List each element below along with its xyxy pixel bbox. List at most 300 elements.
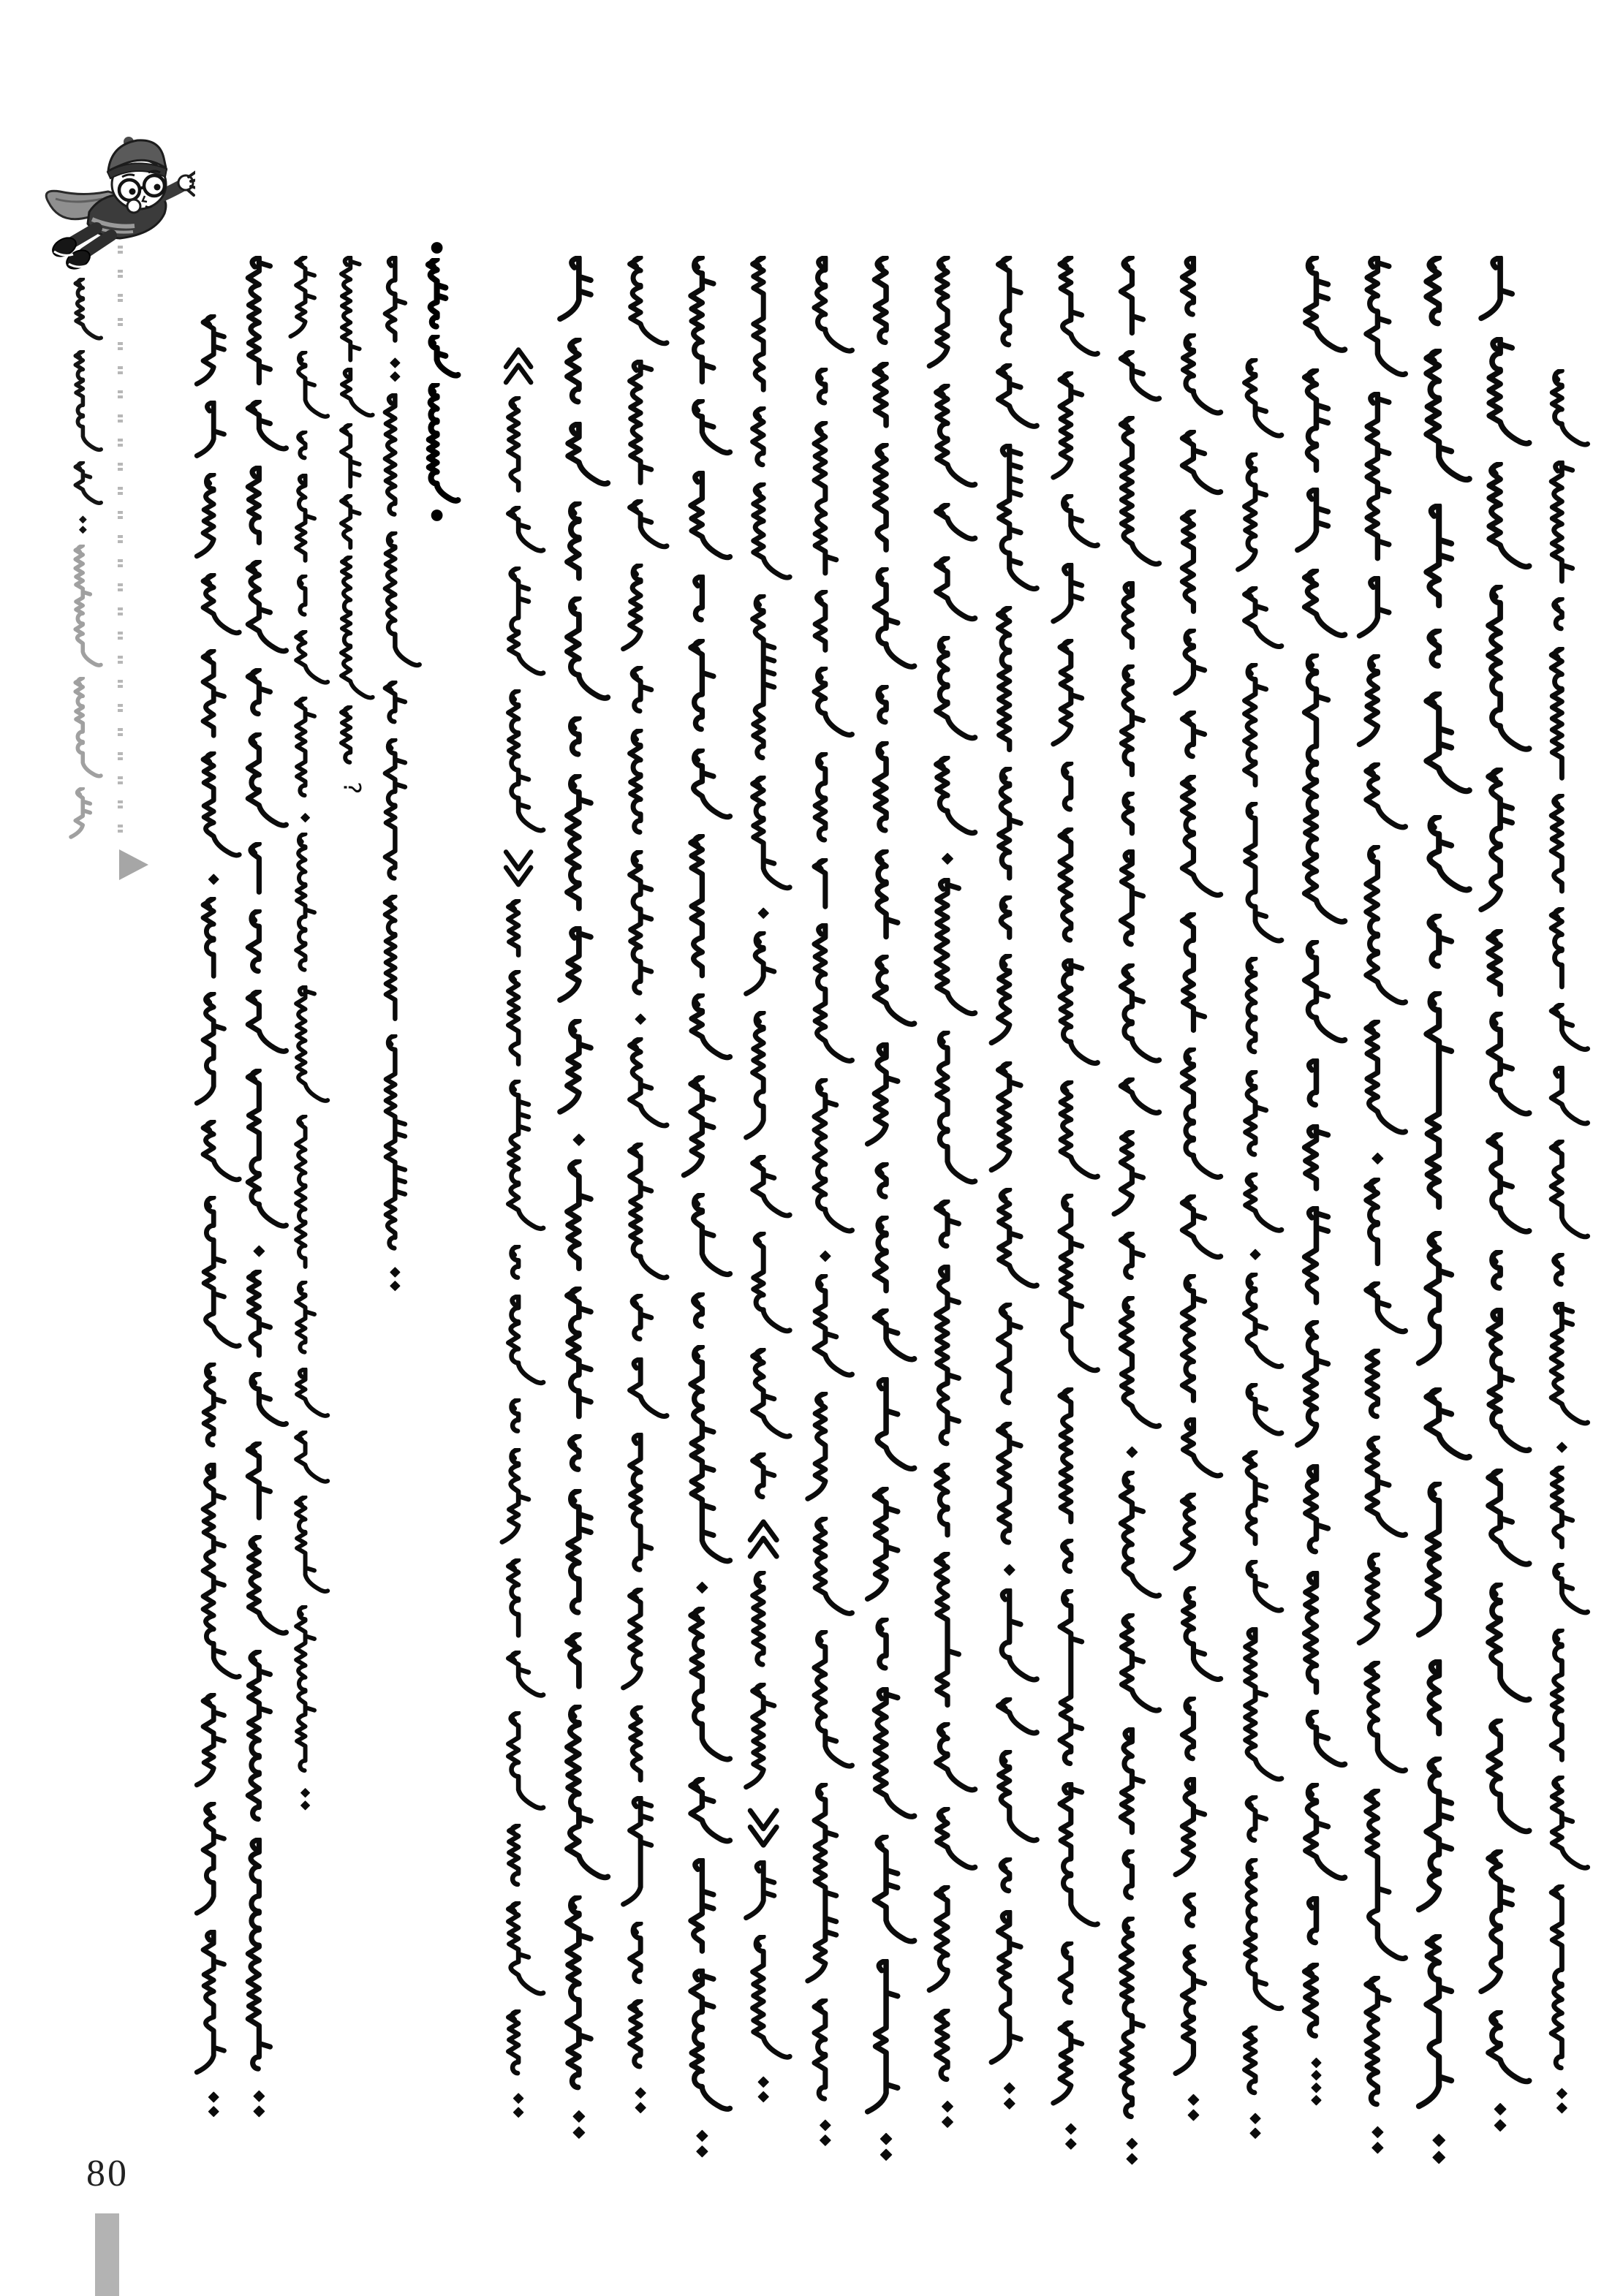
mongol-word-glyph [1103, 1444, 1166, 1460]
chapter-label-gray [64, 545, 105, 842]
mongol-word-glyph [548, 1434, 615, 1478]
mongol-word-glyph [1469, 2010, 1537, 2089]
mongol-word-glyph [1165, 1194, 1227, 1264]
mongol-word-glyph [1227, 2026, 1288, 2101]
mongol-word-glyph [735, 1804, 796, 1850]
mongol-word-glyph [797, 1274, 859, 1382]
mongol-word-glyph [613, 1143, 673, 1284]
mongol-word-glyph [980, 1561, 1044, 1578]
mongol-word-glyph [492, 2009, 550, 2081]
mongol-word-glyph [548, 1159, 615, 1276]
mongol-word-glyph [797, 256, 859, 357]
mongol-word-glyph [1469, 1469, 1537, 1572]
mongol-word-glyph [369, 355, 425, 384]
mongol-word-glyph [735, 905, 796, 921]
mongol-word-glyph [1469, 929, 1537, 1001]
mongol-word-glyph [281, 1496, 333, 1597]
mongol-word-glyph [1469, 1308, 1537, 1458]
mongol-word-glyph [735, 1515, 796, 1561]
mongol-word-glyph [735, 406, 796, 473]
mongol-word-glyph [735, 594, 796, 766]
mongol-word-glyph [797, 667, 859, 742]
mongol-word-glyph [1103, 1849, 1166, 1906]
mongol-word-glyph [1043, 494, 1104, 553]
mongol-word-glyph [735, 1155, 796, 1222]
mongol-word-glyph [856, 1835, 921, 1949]
mongol-word-glyph [1286, 1464, 1352, 1561]
mongol-word-glyph [1286, 1058, 1352, 1114]
mongol-word-glyph [1227, 1627, 1288, 1786]
mongol-word-glyph [856, 955, 921, 1031]
main-text-column [1227, 358, 1288, 2142]
mongol-word-glyph [1165, 1944, 1227, 2081]
mongol-word-glyph [492, 1711, 550, 1814]
mongol-word-glyph [980, 1188, 1044, 1293]
mongol-word-glyph [1103, 792, 1166, 840]
mongol-word-glyph [1535, 794, 1594, 898]
main-text-column [548, 256, 615, 2142]
mongol-word-glyph [613, 2085, 673, 2116]
mascot-illustration [38, 126, 195, 272]
mongol-word-glyph [1043, 1589, 1104, 1772]
mongol-word-glyph [673, 399, 737, 460]
mongol-word-glyph [613, 1922, 673, 1990]
mongol-word-glyph [735, 256, 796, 396]
mongol-word-glyph [1165, 2091, 1227, 2123]
main-text-column [613, 256, 673, 2116]
mongol-word-glyph [1103, 581, 1166, 654]
mongol-word-glyph [492, 970, 550, 1070]
mongol-word-glyph [1286, 256, 1352, 357]
mongol-word-glyph [673, 1579, 737, 1596]
mongol-word-glyph [918, 2098, 982, 2131]
mongol-word-glyph [1407, 991, 1477, 1215]
mongol-word-glyph [918, 1031, 982, 1189]
mongol-word-glyph [613, 1999, 673, 2075]
mongol-word-glyph [980, 1588, 1044, 1686]
mongol-word-glyph [1286, 1124, 1352, 1196]
mongol-word-glyph [1227, 1795, 1288, 1849]
mongol-word-glyph [1469, 1250, 1537, 1297]
mongol-word-glyph [1165, 256, 1227, 323]
mongol-word-glyph [1165, 775, 1227, 902]
mongol-word-glyph [64, 787, 105, 842]
mongol-word-glyph [1165, 333, 1227, 420]
mongol-word-glyph [797, 421, 859, 580]
mongol-word-glyph [1469, 1012, 1537, 1121]
mongol-word-glyph [64, 461, 105, 508]
main-text-column [1407, 256, 1477, 2167]
mongol-word-glyph [797, 1630, 859, 1773]
mongol-word-glyph [492, 567, 550, 680]
mongol-word-glyph [797, 1998, 859, 2107]
mongol-word-glyph [548, 1489, 615, 1621]
mongol-word-glyph [1227, 2110, 1288, 2142]
mongol-word-glyph [735, 1452, 796, 1505]
mongol-word-glyph [1535, 907, 1594, 993]
mongol-word-glyph [1348, 1553, 1412, 1651]
mongol-word-glyph [735, 1232, 796, 1338]
mongol-word-glyph [1286, 653, 1352, 929]
mongol-word-glyph [548, 501, 615, 586]
mongol-word-glyph [64, 677, 105, 781]
mongol-word-glyph [1535, 1884, 1594, 2076]
mongol-word-glyph [1469, 1132, 1537, 1239]
mongol-word-glyph [1535, 1439, 1594, 1455]
mongol-word-glyph [1348, 845, 1412, 1009]
mongol-word-glyph [492, 1295, 550, 1390]
mongol-word-glyph [1469, 1719, 1537, 1839]
main-text-column [1043, 256, 1104, 2153]
mongol-word-glyph [281, 1115, 333, 1273]
main-text-column [1165, 256, 1227, 2123]
mongol-word-glyph [856, 1487, 921, 1607]
mongol-word-glyph [281, 1431, 333, 1488]
mongol-word-glyph [797, 1248, 859, 1265]
mongol-word-glyph [1165, 1047, 1227, 1184]
mongol-word-glyph [1469, 256, 1537, 327]
mongol-word-glyph [613, 564, 673, 656]
mongol-word-glyph [797, 2117, 859, 2148]
mongol-word-glyph [548, 716, 615, 763]
mongol-word-glyph [548, 2107, 615, 2142]
mongol-word-glyph [1348, 762, 1412, 834]
mongol-word-glyph [797, 1392, 859, 1507]
mongol-word-glyph [1227, 1246, 1288, 1262]
mongol-word-glyph [548, 1019, 615, 1120]
question-column [281, 256, 333, 1813]
mongol-word-glyph [980, 1910, 1044, 2070]
mongol-word-glyph [369, 681, 425, 730]
mongol-word-glyph [1469, 768, 1537, 917]
mongol-word-glyph [1165, 711, 1227, 765]
mongol-word-glyph [1165, 629, 1227, 701]
mongol-word-glyph [673, 1969, 737, 2116]
mongol-word-glyph [281, 1368, 333, 1422]
mongol-word-glyph [548, 1705, 615, 1885]
mongol-word-glyph [918, 1722, 982, 1797]
main-text-column [735, 256, 796, 2105]
mongol-word-glyph [797, 590, 859, 656]
mongol-word-glyph [1286, 1320, 1352, 1453]
mongol-word-glyph [797, 368, 859, 411]
mongol-word-glyph [1535, 1253, 1594, 1292]
mongol-word-glyph [1103, 963, 1166, 1068]
mongol-word-glyph [918, 556, 982, 626]
mongol-word-glyph [1535, 1776, 1594, 1874]
mongol-word-glyph [1103, 1077, 1166, 1120]
mongol-word-glyph [1407, 349, 1477, 488]
mongol-word-glyph [1165, 912, 1227, 1037]
mongol-word-glyph [1348, 1349, 1412, 1425]
mongol-word-glyph [1165, 1893, 1227, 1934]
mongol-word-glyph [1227, 1383, 1288, 1440]
mongol-word-glyph [918, 878, 982, 1020]
mongol-word-glyph [1535, 1003, 1594, 1056]
mongol-word-glyph [613, 1357, 673, 1423]
mongol-word-glyph [980, 1061, 1044, 1178]
mongol-word-glyph [1286, 2055, 1352, 2108]
mongol-word-glyph [797, 1517, 859, 1621]
mongol-word-glyph [1535, 1629, 1594, 1766]
mongol-word-glyph [1227, 452, 1288, 577]
mongol-word-glyph [369, 1265, 425, 1294]
mongol-word-glyph [980, 895, 1044, 944]
mongol-word-glyph [1043, 762, 1104, 817]
main-text-column [918, 256, 982, 2131]
mongol-word-glyph [64, 278, 105, 343]
mongol-word-glyph [918, 1265, 982, 1452]
mongol-word-glyph [613, 1796, 673, 1912]
mongol-word-glyph [548, 1131, 615, 1149]
mongol-word-glyph [1469, 2100, 1537, 2134]
mongol-word-glyph [1535, 597, 1594, 637]
mongol-word-glyph [856, 1042, 921, 1152]
mongol-word-glyph [1165, 1274, 1227, 1407]
mongol-word-glyph [1103, 1296, 1166, 1433]
mongol-word-glyph [281, 1605, 333, 1778]
mongol-word-glyph [1043, 827, 1104, 949]
mongol-word-glyph [1469, 337, 1537, 451]
mongol-word-glyph [1227, 1273, 1288, 1374]
mongol-word-glyph [1043, 1539, 1104, 1580]
mongol-word-glyph [735, 1348, 796, 1443]
mongol-word-glyph [735, 1011, 796, 1145]
mongol-word-glyph [980, 256, 1044, 353]
mongol-word-glyph [613, 1433, 673, 1578]
mongol-word-glyph [1348, 1436, 1412, 1542]
mongol-word-glyph [980, 363, 1044, 433]
mongol-word-glyph [856, 1377, 921, 1476]
mongol-word-glyph [673, 993, 737, 1064]
mongol-word-glyph [856, 849, 921, 944]
main-text-column [1535, 369, 1594, 2116]
mongol-word-glyph [1103, 849, 1166, 952]
mongol-word-glyph [1165, 1586, 1227, 1686]
mongol-word-glyph [735, 1860, 796, 1925]
mongol-word-glyph [673, 1193, 737, 1281]
mongol-word-glyph [281, 431, 333, 465]
mongol-word-glyph [1286, 1963, 1352, 2045]
mongol-word-glyph [613, 1011, 673, 1027]
mongol-word-glyph [1348, 654, 1412, 752]
mongol-word-glyph [1535, 1302, 1594, 1430]
mongol-word-glyph [492, 506, 550, 557]
mongol-word-glyph [1348, 1150, 1412, 1167]
mongol-word-glyph [492, 1558, 550, 1642]
mongol-word-glyph [673, 575, 737, 629]
mongol-word-glyph [492, 2091, 550, 2120]
chin-hand [127, 200, 140, 213]
mongol-word-glyph [1469, 585, 1537, 757]
mongol-word-glyph [281, 1281, 333, 1359]
mongol-word-glyph [1407, 1231, 1477, 1371]
mongol-word-glyph [1103, 1613, 1166, 1718]
mongol-word-glyph [281, 1786, 333, 1812]
mongol-word-glyph [1043, 2020, 1104, 2110]
mongol-word-glyph [1535, 1466, 1594, 1553]
mongol-word-glyph [1469, 1849, 1537, 1999]
mongol-word-glyph [735, 931, 796, 1001]
mongol-word-glyph [856, 1959, 921, 2120]
page-number: 80 [86, 2153, 129, 2194]
mongol-word-glyph [1286, 368, 1352, 477]
mongol-word-glyph [1348, 1178, 1412, 1270]
mongol-word-glyph [735, 482, 796, 584]
mongol-word-glyph [1286, 1896, 1352, 1952]
mongol-word-glyph [1348, 1281, 1412, 1338]
mongol-word-glyph [1286, 1783, 1352, 1885]
mongol-word-glyph [548, 256, 615, 327]
mongol-word-glyph [856, 567, 921, 674]
mongol-word-glyph [1043, 639, 1104, 751]
mongol-word-glyph [856, 1618, 921, 1677]
mongol-word-glyph [856, 741, 921, 839]
mongol-word-glyph [797, 923, 859, 1068]
main-text-column [1348, 256, 1412, 2156]
mongol-word-glyph [980, 1750, 1044, 1847]
main-text-column [1103, 256, 1166, 2167]
mongol-word-glyph [492, 396, 550, 496]
mongol-word-glyph [918, 1807, 982, 1875]
mongol-word-glyph [1286, 488, 1352, 558]
mongol-word-glyph [673, 1858, 737, 1958]
mongol-word-glyph [1043, 958, 1104, 1070]
mongol-word-glyph [1103, 664, 1166, 781]
mongol-word-glyph [1227, 1560, 1288, 1617]
mongol-word-glyph [281, 630, 333, 689]
mongol-word-glyph [1286, 1571, 1352, 1700]
mongol-word-glyph [1227, 1070, 1288, 1162]
mongol-word-glyph [492, 1824, 550, 1893]
mongol-word-glyph [1469, 462, 1537, 574]
mongol-word-glyph [492, 689, 550, 837]
mongol-word-glyph [856, 1308, 921, 1367]
mongol-word-glyph [1103, 1471, 1166, 1603]
mongol-word-glyph [1227, 1858, 1288, 2015]
mongol-word-glyph [918, 2009, 982, 2088]
mongol-word-glyph [980, 444, 1044, 596]
mongol-word-glyph [1407, 1482, 1477, 1643]
mongol-word-glyph [856, 1216, 921, 1297]
mongol-word-glyph [1535, 1066, 1594, 1130]
chapter-label-black [64, 278, 105, 536]
mongol-word-glyph [1407, 692, 1477, 799]
mongol-word-glyph [1103, 350, 1166, 406]
mongol-word-glyph [492, 899, 550, 961]
mongol-word-glyph [548, 1287, 615, 1423]
mongol-word-glyph [1348, 1661, 1412, 1778]
mongol-word-glyph [1407, 815, 1477, 898]
mongol-word-glyph [1407, 914, 1477, 976]
mongol-word-glyph [1227, 586, 1288, 653]
mongol-word-glyph [1286, 1710, 1352, 1772]
mongol-word-glyph [548, 1632, 615, 1694]
mongol-word-glyph [856, 362, 921, 433]
mongol-word-glyph [492, 344, 550, 387]
mongol-word-glyph [548, 338, 615, 411]
mongol-word-glyph [980, 1697, 1044, 1740]
mongol-word-glyph [1407, 1387, 1477, 1466]
main-text-column [1286, 256, 1352, 2109]
mongol-word-glyph [1535, 461, 1594, 588]
mongol-word-glyph [613, 499, 673, 553]
mongol-word-glyph [613, 360, 673, 489]
mongol-word-glyph [918, 1552, 982, 1712]
mongol-word-glyph [281, 474, 333, 566]
mongol-word-glyph [1227, 1172, 1288, 1237]
mongol-word-glyph [1227, 802, 1288, 947]
mongol-word-glyph [492, 1901, 550, 2000]
mongol-word-glyph [1286, 569, 1352, 643]
mongol-word-glyph [673, 471, 737, 564]
mongol-word-glyph [1103, 1232, 1166, 1286]
mongol-word-glyph [613, 1294, 673, 1347]
main-text-column [673, 256, 737, 2160]
mongol-word-glyph [548, 1895, 615, 2096]
mongol-word-glyph [1348, 2123, 1412, 2156]
mongol-word-glyph [1348, 1789, 1412, 1966]
mongol-word-glyph [1348, 1976, 1412, 2113]
mongol-word-glyph [797, 1783, 859, 1988]
mongol-word-glyph [1535, 1563, 1594, 1619]
mongol-word-glyph [980, 1422, 1044, 1551]
mongol-word-glyph [1103, 256, 1166, 340]
mongol-word-glyph [1407, 2131, 1477, 2167]
mongol-word-glyph [1227, 1450, 1288, 1550]
mongol-word-glyph [369, 393, 425, 522]
mongol-word-glyph [735, 1935, 796, 2064]
mongol-word-glyph [369, 256, 425, 346]
mongol-word-glyph [980, 954, 1044, 1050]
mongol-word-glyph [1227, 957, 1288, 1060]
mongol-word-glyph [1103, 1130, 1166, 1221]
mongol-word-glyph [797, 1078, 859, 1238]
main-text-column [1469, 256, 1537, 2134]
mongol-word-glyph [64, 545, 105, 670]
mongol-word-glyph [673, 1075, 737, 1183]
main-text-column [856, 256, 921, 2164]
mongol-word-glyph [1043, 256, 1104, 361]
mongol-word-glyph [281, 256, 333, 343]
mongol-word-glyph [1165, 1777, 1227, 1882]
mongol-word-glyph [1043, 2121, 1104, 2152]
mongol-word-glyph [613, 850, 673, 1001]
mongol-word-glyph [613, 256, 673, 350]
mongol-word-glyph [673, 749, 737, 824]
mongol-word-glyph [1103, 2135, 1166, 2167]
mongol-word-glyph [918, 850, 982, 868]
mongol-word-glyph [980, 606, 1044, 757]
mongol-word-glyph [281, 351, 333, 423]
mongol-word-glyph [230, 1838, 293, 2077]
mongol-word-glyph [673, 1345, 737, 1568]
mongol-word-glyph [673, 256, 737, 389]
mongol-word-glyph [548, 422, 615, 491]
mongol-word-glyph [415, 241, 464, 256]
mongol-word-glyph [613, 1037, 673, 1132]
mongol-word-glyph [1535, 369, 1594, 451]
mongol-word-glyph [1407, 1757, 1477, 1918]
mongol-word-glyph [673, 1607, 737, 1767]
mongol-word-glyph [980, 767, 1044, 884]
mongol-word-glyph [797, 752, 859, 848]
mongol-word-glyph [918, 1463, 982, 1542]
mongol-word-glyph [64, 350, 105, 455]
mongol-word-glyph [1227, 663, 1288, 792]
mongol-word-glyph [281, 833, 333, 977]
mongol-word-glyph [613, 1588, 673, 1695]
